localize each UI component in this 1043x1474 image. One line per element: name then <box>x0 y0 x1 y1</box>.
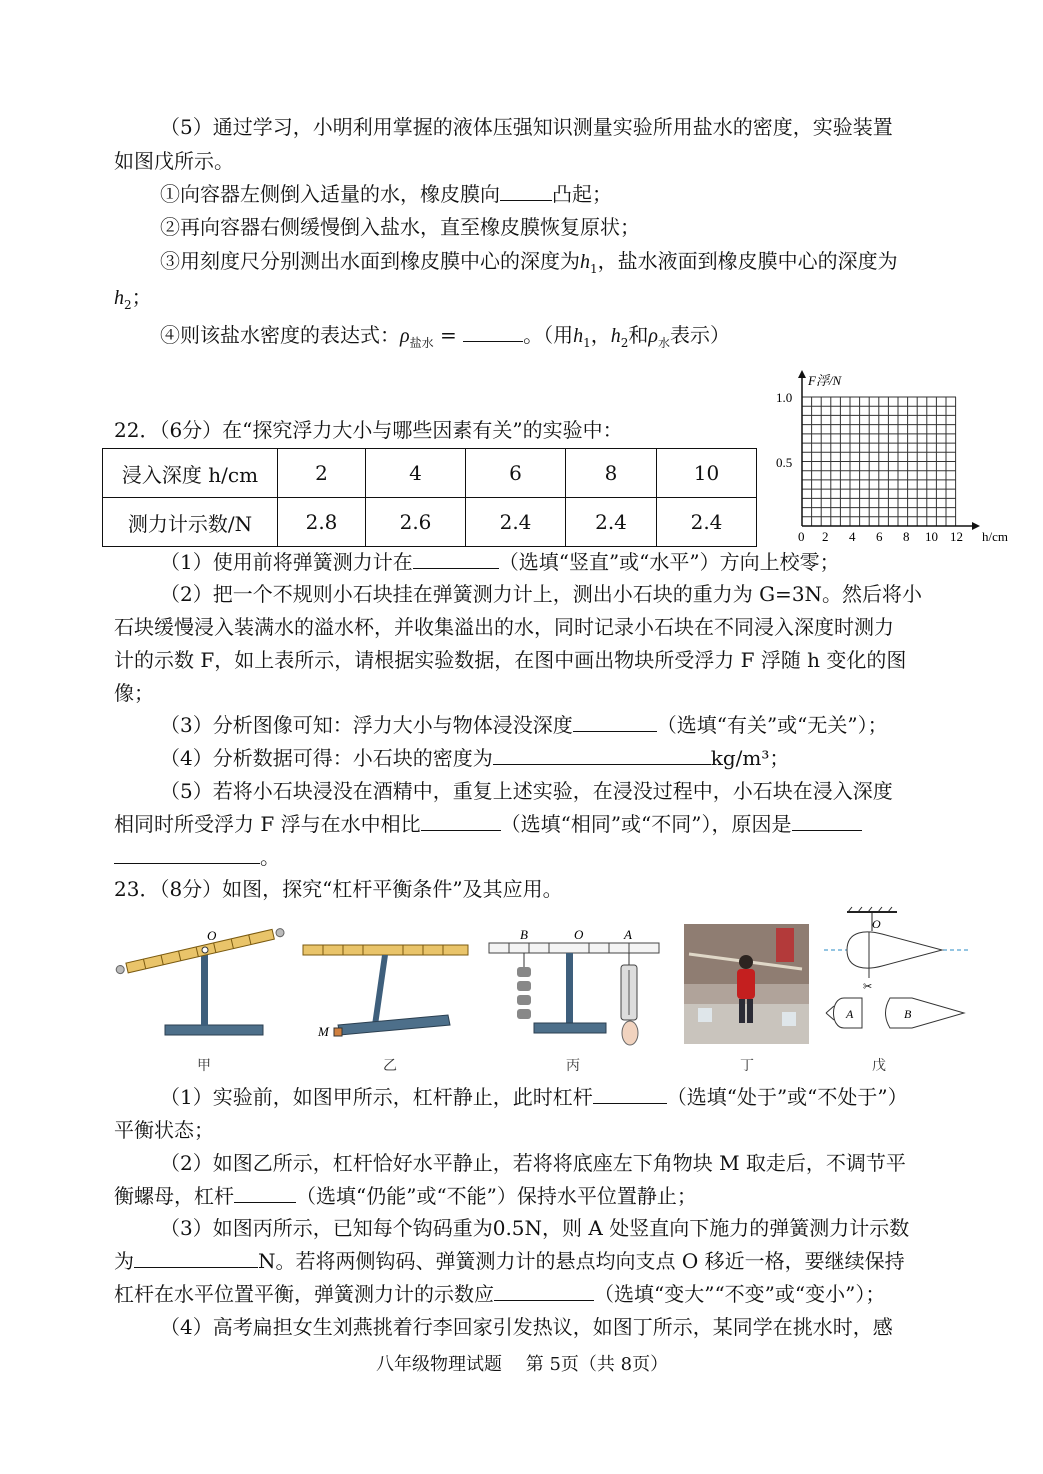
q23-heading: 23．（8分）如图，探究“杠杆平衡条件”及其应用。 <box>114 877 563 901</box>
q21-5-step4 <box>160 320 730 358</box>
q22-part2-line4: 像； <box>114 681 154 705</box>
step1-text: ①向容器左侧倒入适量的水，橡皮膜向 <box>160 182 500 206</box>
part1-text-end: （选填“竖直”或“水平”）方向上校零； <box>498 550 840 574</box>
part5-text: （选填“相同”或“不同”），原因是 <box>500 812 792 836</box>
piece-label-A: A <box>846 1007 854 1021</box>
part3-text-end: （选填“变大”“不变”或“变小”）； <box>594 1282 886 1306</box>
table-cell: 8 <box>566 449 657 498</box>
caption-wu: 戊 <box>872 1058 886 1074</box>
y-tick-label: 0.5 <box>776 455 793 470</box>
period: 。 <box>260 845 280 869</box>
q22-part5-line2 <box>114 809 862 839</box>
q23-part3-line2 <box>114 1246 905 1276</box>
figure-wu-fulcrum-object <box>822 906 972 1041</box>
table-row <box>103 498 757 547</box>
answer-blank[interactable] <box>114 843 260 864</box>
q21-5-line2: 如图戊所示。 <box>114 149 234 173</box>
part1-text-end: （选填“处于”或“不处于”） <box>666 1085 908 1109</box>
part1-text: （1）实验前，如图甲所示，杠杆静止，此时杠杆 <box>160 1085 593 1109</box>
comma: ， <box>590 323 611 347</box>
step4-text-end: 表示） <box>670 323 731 347</box>
q22-part1 <box>160 547 840 577</box>
part3-text: N。若将两侧钩码、弹簧测力计的悬点均向支点 O 移近一格，要继续保持 <box>258 1249 905 1273</box>
pivot-label-O: O <box>574 927 584 942</box>
pivot-label-O: O <box>872 917 881 931</box>
subscript: 水 <box>658 336 671 350</box>
q21-5-step3-cont <box>114 282 152 320</box>
q22-part2-line2: 石块缓慢浸入装满水的溢水杯，并收集溢出的水，同时记录小石块在不同浸入深度时测力 <box>114 615 894 639</box>
x-tick-label: 4 <box>849 529 856 544</box>
part2-text-end: （选填“仍能”或“不能”）保持水平位置静止； <box>296 1184 697 1208</box>
subscript: 2 <box>124 298 132 312</box>
table-cell: 6 <box>466 449 566 498</box>
q23-part4: （4）高考扁担女生刘燕挑着行李回家引发热议，如图丁所示，某同学在挑水时，感 <box>160 1315 893 1339</box>
h-symbol: h <box>573 325 584 347</box>
point-label-A: A <box>624 927 632 942</box>
table-cell: 2.4 <box>566 498 657 547</box>
figure-jia-tilted-lever <box>115 920 290 1040</box>
step1-text-end: 凸起； <box>552 182 612 206</box>
q22-part2-line1: （2）把一个不规则小石块挂在弹簧测力计上，测出小石块的重力为 G=3N。然后将小 <box>160 582 923 606</box>
q21-5-step2: ②再向容器右侧缓慢倒入盐水，直至橡皮膜恢复原状； <box>160 215 640 239</box>
block-label-M: M <box>318 1024 329 1039</box>
subscript: 1 <box>590 262 598 276</box>
q21-5-step3 <box>160 246 898 284</box>
subscript: 2 <box>620 336 629 350</box>
part3-text: 为 <box>114 1249 134 1273</box>
answer-blank[interactable] <box>593 1083 667 1104</box>
part5-text: 相同时所受浮力 F 浮与在水中相比 <box>114 812 421 836</box>
rho-symbol: ρ <box>400 325 410 347</box>
x-tick-label: 8 <box>903 529 910 544</box>
table-cell: 4 <box>366 449 466 498</box>
x-tick-label: 2 <box>822 529 829 544</box>
q22-part3 <box>160 710 888 740</box>
step4-text: ④则该盐水密度的表达式： <box>160 323 400 347</box>
rho-symbol: ρ <box>648 325 658 347</box>
subscript: 盐水 <box>409 336 434 350</box>
q22-heading: 22．（6分）在“探究浮力大小与哪些因素有关”的实验中： <box>114 418 623 442</box>
x-axis-label: h/cm <box>982 529 1008 544</box>
figure-bing-lever-with-scale <box>484 925 669 1050</box>
q22-part5-line1: （5）若将小石块浸没在酒精中，重复上述实验，在浸没过程中，小石块在浸入深度 <box>160 779 893 803</box>
answer-blank[interactable] <box>792 810 862 831</box>
part4-unit: kg/m³； <box>710 746 790 770</box>
part3-text: 杠杆在水平位置平衡，弹簧测力计的示数应 <box>114 1282 494 1306</box>
figure-ding-photo <box>684 924 809 1044</box>
answer-blank[interactable] <box>500 180 552 201</box>
scissors-icon: ✂ <box>863 980 873 993</box>
page-footer: 八年级物理试题 第 5页（共 8页） <box>376 1354 669 1375</box>
caption-ding: 丁 <box>740 1058 754 1074</box>
answer-blank[interactable] <box>134 1247 258 1268</box>
answer-blank[interactable] <box>573 711 657 732</box>
x-tick-label: 10 <box>925 529 938 544</box>
h-symbol: h <box>114 287 124 309</box>
step3-text: ③用刻度尺分别测出水面到橡皮膜中心的深度为 <box>160 249 580 273</box>
answer-blank[interactable] <box>421 810 501 831</box>
equals: = <box>439 323 457 347</box>
table-header-cell: 测力计示数/N <box>103 498 278 547</box>
q23-part2-line1: （2）如图乙所示，杠杆恰好水平静止，若将将底座左下角物块 M 取走后，不调节平 <box>160 1151 906 1175</box>
caption-yi: 乙 <box>383 1058 397 1074</box>
step3-text-end: ，盐水液面到橡皮膜中心的深度为 <box>597 249 898 273</box>
x-tick-label: 6 <box>876 529 883 544</box>
table-cell: 10 <box>657 449 757 498</box>
h-symbol: h <box>580 251 590 273</box>
part1-text: （1）使用前将弹簧测力计在 <box>160 550 413 574</box>
point-label-B: B <box>520 927 528 942</box>
q21-5-step1 <box>160 179 612 209</box>
answer-blank[interactable] <box>494 1280 594 1301</box>
step4-text: 。（用 <box>523 323 574 347</box>
q23-part1 <box>160 1082 908 1112</box>
table-cell: 2.4 <box>466 498 566 547</box>
part3-text-end: （选填“有关”或“无关”）； <box>656 713 888 737</box>
x-tick-label: 12 <box>950 529 963 544</box>
table-header-cell: 浸入深度 h/cm <box>103 449 278 498</box>
y-tick-label: 1.0 <box>776 390 793 405</box>
data-table <box>102 448 757 547</box>
step3-end: ； <box>131 285 152 309</box>
table-row <box>103 449 757 498</box>
subscript: 1 <box>583 336 591 350</box>
part3-text: （3）分析图像可知：浮力大小与物体浸没深度 <box>160 713 573 737</box>
q23-part3-line3 <box>114 1279 885 1309</box>
q22-part5-line3 <box>114 842 280 872</box>
table-cell: 2 <box>278 449 366 498</box>
and: 和 <box>628 323 649 347</box>
part2-text: 衡螺母，杠杆 <box>114 1184 234 1208</box>
table-cell: 2.4 <box>657 498 757 547</box>
answer-blank[interactable] <box>234 1182 296 1203</box>
h-symbol: h <box>610 325 621 347</box>
q22-part2-line3: 计的示数 F，如上表所示，请根据实验数据，在图中画出物块所受浮力 F 浮随 h 变化的图 <box>114 648 907 672</box>
q22-part4 <box>160 743 789 773</box>
caption-jia: 甲 <box>197 1058 211 1074</box>
q23-part3-line1: （3）如图丙所示，已知每个钩码重为0.5N，则 A 处竖直向下施力的弹簧测力计示数 <box>160 1216 910 1240</box>
figure-yi-level-lever <box>298 930 473 1040</box>
q23-part1-cont: 平衡状态； <box>114 1118 214 1142</box>
part4-text: （4）分析数据可得：小石块的密度为 <box>160 746 493 770</box>
answer-blank[interactable] <box>463 321 523 342</box>
answer-blank[interactable] <box>493 744 711 765</box>
blank-grid-plot[interactable] <box>770 368 1010 548</box>
pivot-label-O: O <box>207 928 217 943</box>
origin-label: 0 <box>798 529 805 544</box>
table-cell: 2.8 <box>278 498 366 547</box>
piece-label-B: B <box>904 1007 912 1021</box>
y-axis-label: F浮/N <box>808 373 842 388</box>
caption-bing: 丙 <box>566 1058 580 1074</box>
table-cell: 2.6 <box>366 498 466 547</box>
q23-part2-line2 <box>114 1181 697 1211</box>
answer-blank[interactable] <box>413 548 499 569</box>
q21-5-line1: （5）通过学习，小明利用掌握的液体压强知识测量实验所用盐水的密度，实验装置 <box>160 115 893 139</box>
